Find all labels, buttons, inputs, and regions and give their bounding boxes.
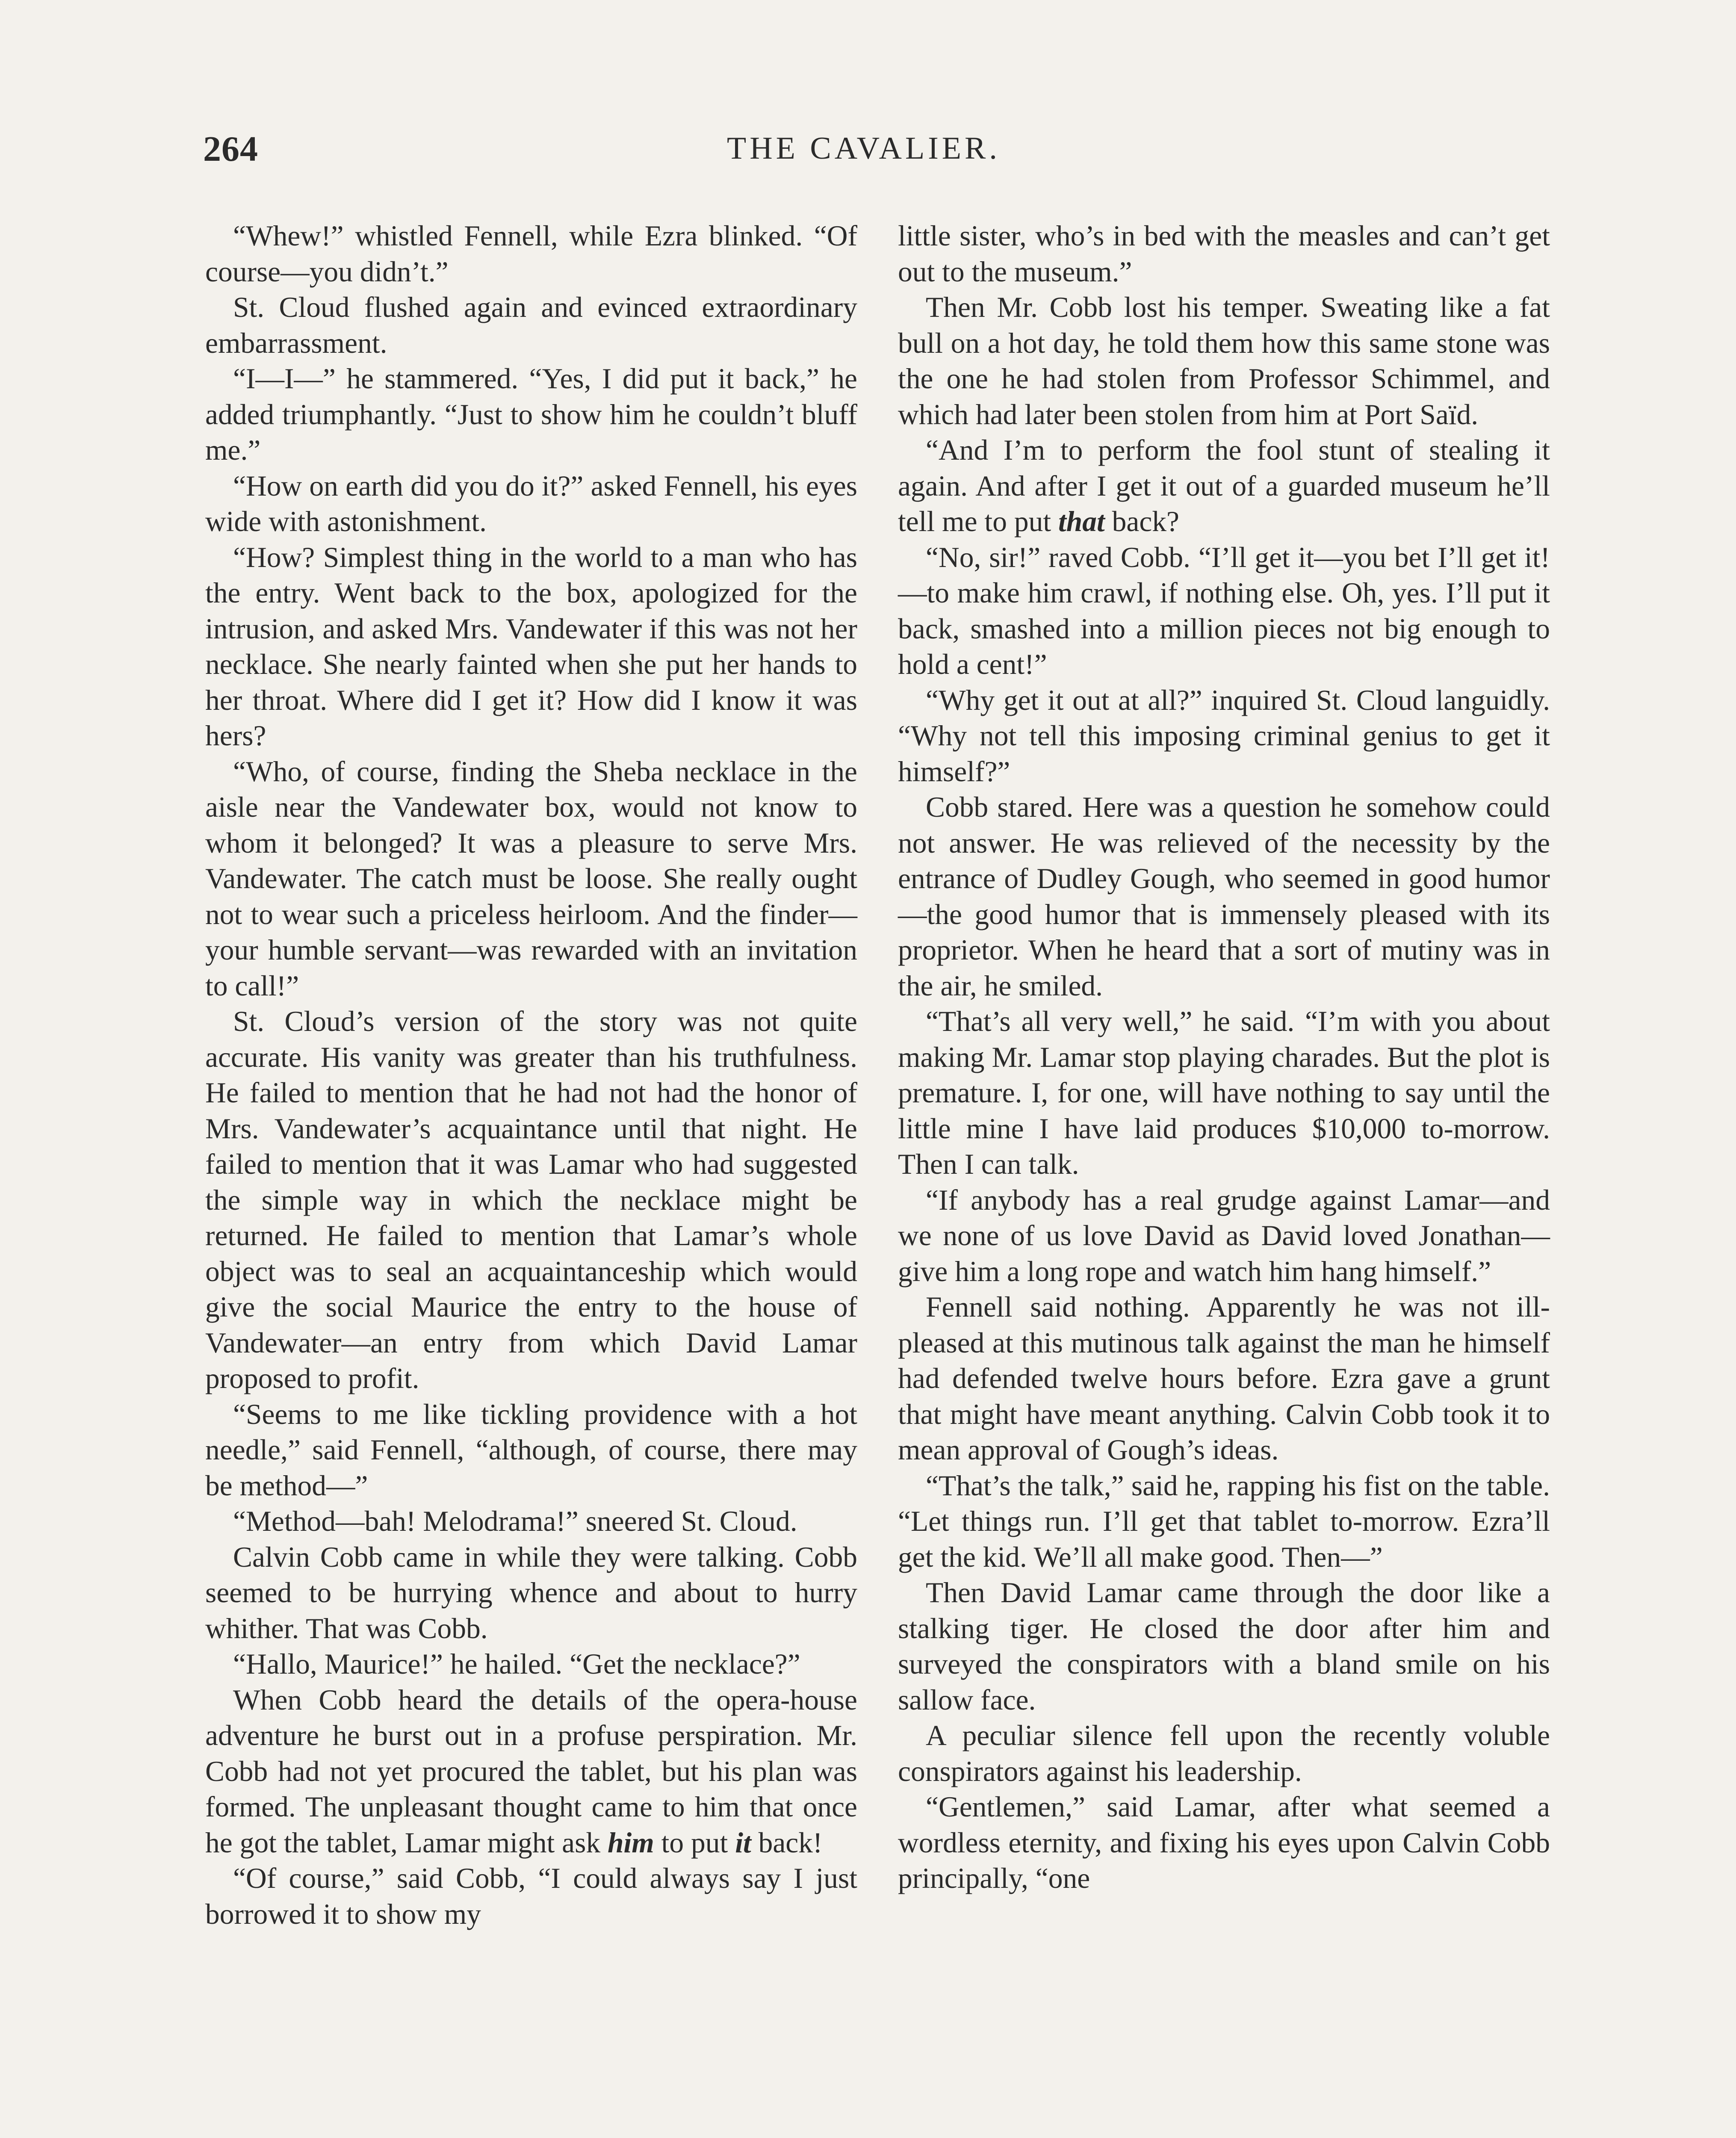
text-run: back! (758, 1826, 823, 1859)
paragraph: Then Mr. Cobb lost his temper. Sweating like a fat bull on a hot day, he told them how this same stone was the one he had stolen from Professor Schimmel, and which had later been stolen from him at Port Saïd. (898, 291, 1550, 431)
paragraph: “I—I—” he stammered. “Yes, I did put it back,” he added triumphantly. “Just to show him he couldn’t bluff me.” (205, 363, 857, 466)
italic-text: it (735, 1826, 751, 1859)
paragraph: “Of course,” said Cobb, “I could always say I just borrowed it to show my (205, 1862, 857, 1930)
italic-text: that (1058, 505, 1105, 537)
paragraph: “Seems to me like tickling providence with a hot needle,” said Fennell, “although, of course, there may be method—” (205, 1398, 857, 1502)
left-column (205, 218, 857, 1932)
paragraph: St. Cloud flushed again and evinced extraordinary embarrassment. (205, 291, 857, 359)
paragraph: A peculiar silence fell upon the recently voluble conspirators against his leadership. (898, 1719, 1550, 1787)
paragraph: Calvin Cobb came in while they were talking. Cobb seemed to be hurrying whence and about to hurry whither. That was Cobb. (205, 1541, 857, 1645)
paragraph: “Why get it out at all?” inquired St. Cloud languidly. “Why not tell this imposing criminal genius to get it himself?” (898, 684, 1550, 788)
paragraph (898, 432, 1550, 540)
text-run: When Cobb heard the details of the opera-house adventure he burst out in a profuse perspiration. Mr. Cobb had not yet procured the tablet, but his plan was formed. The unpleasant thought came to him that once he got the tablet, Lamar might ask (205, 1683, 857, 1859)
paragraph: “How? Simplest thing in the world to a man who has the entry. Went back to the box, apologized for the intrusion, and asked Mrs. Vandewater if this was not her necklace. She nearly fainted when she put her hands to her throat. Where did I get it? How did I know it was hers? (205, 541, 857, 752)
page-number: 264 (203, 129, 258, 169)
paragraph: “That’s the talk,” said he, rapping his fist on the table. “Let things run. I’ll get that tablet to-morrow. Ezra’ll get the kid. We’ll all make good. Then—” (898, 1469, 1550, 1573)
paragraph: “No, sir!” raved Cobb. “I’ll get it—you bet I’ll get it!—to make him crawl, if nothing else. Oh, yes. I’ll put it back, smashed into a million pieces not big enough to hold a cent!” (898, 541, 1550, 680)
page-header: THE CAVALIER. (727, 131, 1001, 166)
right-column (898, 218, 1550, 1896)
italic-text: him (607, 1826, 654, 1859)
text-run: back? (1112, 505, 1180, 537)
paragraph: “Who, of course, finding the Sheba necklace in the aisle near the Vandewater box, would not know to whom it belonged? It was a pleasure to serve Mrs. Vandewater. The catch must be loose. She really ought not to wear such a priceless heirloom. And the finder—your humble servant—was rewarded with an invitation to call!” (205, 755, 857, 1002)
paragraph: Then David Lamar came through the door like a stalking tiger. He closed the door after him and surveyed the conspirators with a bland smile on his sallow face. (898, 1577, 1550, 1716)
text-run: “And I’m to perform the fool stunt of stealing it again. And after I get it out of a guarded museum he’ll tell me to put (898, 434, 1550, 537)
paragraph: “Method—bah! Melodrama!” sneered St. Cloud. (233, 1505, 797, 1537)
paragraph: “Hallo, Maurice!” he hailed. “Get the necklace?” (233, 1648, 800, 1680)
paragraph: Cobb stared. Here was a question he somehow could not answer. He was relieved of the necessity by the entrance of Dudley Gough, who seemed in good humor—the good humor that is immensely pleased with its proprietor. When he heard that a sort of mutiny was in the air, he smiled. (898, 791, 1550, 1002)
paragraph: “How on earth did you do it?” asked Fennell, his eyes wide with astonishment. (205, 470, 857, 537)
paragraph: St. Cloud’s version of the story was not quite accurate. His vanity was greater than his truthfulness. He failed to mention that he had not had the honor of Mrs. Vandewater’s acquaintance until that night. He failed to mention that it was Lamar who had suggested the simple way in which the necklace might be returned. He failed to mention that Lamar’s whole object was to seal an acquaintanceship which would give the social Maurice the entry to the house of Vandewater—an entry from which David Lamar proposed to profit. (205, 1005, 857, 1394)
paragraph: “Whew!” whistled Fennell, while Ezra blinked. “Of course—you didn’t.” (205, 220, 857, 288)
paragraph: Fennell said nothing. Apparently he was not ill-pleased at this mutinous talk against the man he himself had defended twelve hours before. Ezra gave a grunt that might have meant anything. Calvin Cobb took it to mean approval of Gough’s ideas. (898, 1291, 1550, 1466)
paragraph: “Gentlemen,” said Lamar, after what seemed a wordless eternity, and fixing his eyes upon Calvin Cobb principally, “one (898, 1791, 1550, 1894)
paragraph (205, 1682, 857, 1861)
text-run: to put (661, 1826, 728, 1859)
paragraph: little sister, who’s in bed with the measles and can’t get out to the museum.” (898, 220, 1550, 288)
paragraph: “That’s all very well,” he said. “I’m with you about making Mr. Lamar stop playing charades. But the plot is premature. I, for one, will have nothing to say until the little mine I have laid produces $10,000 to-morrow. Then I can talk. (898, 1005, 1550, 1180)
paragraph: “If anybody has a real grudge against Lamar—and we none of us love David as David loved Jonathan—give him a long rope and watch him hang himself.” (898, 1184, 1550, 1288)
